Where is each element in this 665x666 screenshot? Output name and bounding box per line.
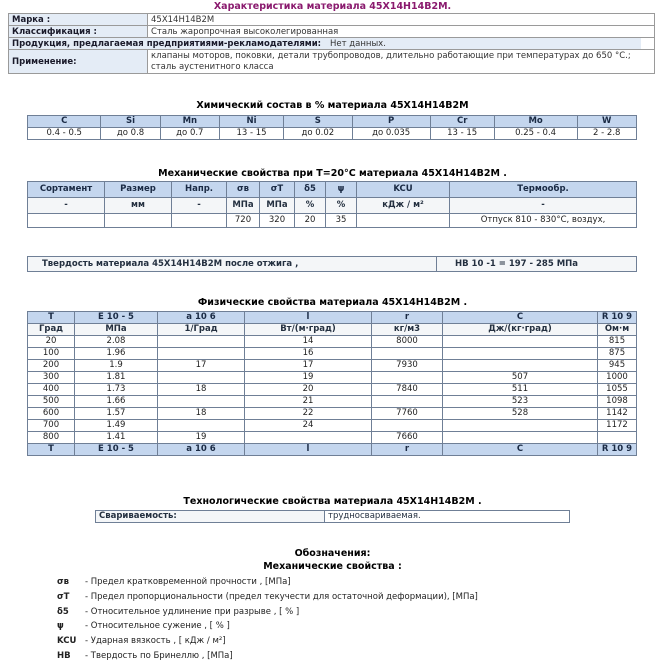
legend-text: - Твердость по Бринеллю , [МПа] [85, 651, 233, 661]
mech-value-cell [172, 214, 227, 228]
phys-header-cell: a 10 6 [158, 312, 245, 324]
phys-row-cell: 18 [158, 384, 245, 396]
phys-row-cell: 7840 [372, 384, 443, 396]
phys-row-cell: 875 [598, 348, 637, 360]
phys-row-cell: 1.9 [75, 360, 158, 372]
mech-unit-cell: - [450, 198, 637, 214]
mech-table [27, 181, 637, 228]
chem-header-cell: Mn [160, 116, 219, 128]
phys-footer [28, 444, 637, 456]
phys-row-cell: 1098 [598, 396, 637, 408]
phys-row-cell: 16 [245, 348, 372, 360]
phys-row [28, 348, 637, 360]
chem-header-cell: P [352, 116, 430, 128]
phys-row-cell: 19 [158, 432, 245, 444]
hardness-table [27, 256, 637, 272]
mech-value-cell: 20 [295, 214, 326, 228]
chem-value-cell: 2 - 2.8 [577, 128, 637, 140]
mech-unit-cell: - [172, 198, 227, 214]
tech-label: Свариваемость: [96, 511, 325, 523]
phys-row-cell: 1.96 [75, 348, 158, 360]
legend-subtitle: Механические свойства : [263, 561, 402, 572]
phys-row-cell [372, 348, 443, 360]
chem-value-cell: до 0.7 [160, 128, 219, 140]
mech-value-cell [28, 214, 105, 228]
phys-row-cell [158, 348, 245, 360]
legend-symbol: δ5 [57, 606, 69, 617]
phys-footer-cell: E 10 - 5 [75, 444, 158, 456]
mech-header-cell: σT [260, 182, 295, 198]
tech-title: Технологические свойства материала 45Х14Н14В2М . [183, 496, 482, 507]
phys-header [28, 312, 637, 324]
phys-header-cell: r [372, 312, 443, 324]
legend-text: - Относительное сужение , [ % ] [85, 621, 230, 632]
mech-header-cell: Сортамент [28, 182, 105, 198]
mech-header-cell: δ5 [295, 182, 326, 198]
legend-symbol: σв [57, 577, 69, 587]
phys-row-cell: 20 [28, 336, 75, 348]
phys-row-cell: 100 [28, 348, 75, 360]
phys-header-cell: E 10 - 5 [75, 312, 158, 324]
legend-symbol: ψ [57, 621, 64, 632]
phys-row [28, 432, 637, 444]
mech-header-cell: ψ [326, 182, 357, 198]
phys-row-cell [598, 432, 637, 444]
legend-item [57, 634, 226, 648]
phys-row [28, 420, 637, 432]
phys-row-cell: 22 [245, 408, 372, 420]
phys-row-cell: 300 [28, 372, 75, 384]
mech-header-cell: σв [227, 182, 260, 198]
phys-row [28, 384, 637, 396]
phys-row-cell: 1.66 [75, 396, 158, 408]
mech-header-cell: Термообр. [450, 182, 637, 198]
legend-text: - Предел пропорциональности (предел текучести для остаточной деформации), [МПа] [85, 591, 478, 602]
phys-row-cell: 18 [158, 408, 245, 420]
chem-header-cell: Mo [494, 116, 577, 128]
mech-value-cell: 320 [260, 214, 295, 228]
phys-row-cell [443, 432, 598, 444]
phys-unit [28, 324, 637, 336]
phys-row-cell [372, 396, 443, 408]
phys-row [28, 408, 637, 420]
phys-unit-cell: МПа [75, 324, 158, 336]
phys-row-cell [372, 420, 443, 432]
chem-value-cell: 13 - 15 [219, 128, 283, 140]
info-value: Сталь жаропрочная высоколегированная [148, 26, 655, 38]
chem-header-cell: Ni [219, 116, 283, 128]
phys-table [27, 311, 637, 456]
legend-item [57, 605, 299, 619]
phys-row-cell [158, 396, 245, 408]
phys-row [28, 360, 637, 372]
phys-unit-cell: Вт/(м·град) [245, 324, 372, 336]
phys-header-cell: R 10 9 [598, 312, 637, 324]
chem-header-cell: W [577, 116, 637, 128]
phys-row-cell: 1.41 [75, 432, 158, 444]
chem-table [27, 115, 637, 140]
phys-row-cell: 1.49 [75, 420, 158, 432]
phys-row-cell: 1055 [598, 384, 637, 396]
phys-row-cell: 2.08 [75, 336, 158, 348]
phys-row-cell [443, 360, 598, 372]
phys-row-cell: 528 [443, 408, 598, 420]
phys-row-cell: 1.81 [75, 372, 158, 384]
mech-header-cell: Напр. [172, 182, 227, 198]
info-label: Применение: [9, 50, 148, 74]
mech-value-cell: Отпуск 810 - 830°С, воздух, [450, 214, 637, 228]
phys-row-cell [158, 420, 245, 432]
chem-header-cell: S [284, 116, 353, 128]
info-value: Нет данных. [329, 38, 386, 49]
chem-value-cell: до 0.02 [284, 128, 353, 140]
phys-footer-cell: R 10 9 [598, 444, 637, 456]
phys-row-cell [443, 420, 598, 432]
phys-row-cell: 20 [245, 384, 372, 396]
chem-value-cell: 0.4 - 0.5 [28, 128, 101, 140]
mech-value-cell [105, 214, 172, 228]
info-row [9, 38, 655, 50]
legend-item [57, 649, 233, 663]
phys-row-cell: 8000 [372, 336, 443, 348]
phys-row-cell: 200 [28, 360, 75, 372]
mech-unit-cell: - [28, 198, 105, 214]
info-label: Продукция, предлагаемая предприятиями-рекламодателями: Нет данных. [9, 38, 642, 50]
tech-table [95, 510, 570, 523]
mech-unit-cell: % [295, 198, 326, 214]
phys-row-cell: 24 [245, 420, 372, 432]
legend-symbol: HB [57, 651, 71, 661]
mech-unit-cell: МПа [227, 198, 260, 214]
phys-row-cell: 7660 [372, 432, 443, 444]
phys-row-cell: 1172 [598, 420, 637, 432]
phys-row-cell: 523 [443, 396, 598, 408]
chem-value-cell: до 0.8 [101, 128, 160, 140]
mech-value-cell: 720 [227, 214, 260, 228]
phys-row-cell [158, 336, 245, 348]
phys-row-cell: 945 [598, 360, 637, 372]
legend-symbol: σT [57, 591, 70, 602]
phys-row-cell: 1000 [598, 372, 637, 384]
mech-unit-cell: МПа [260, 198, 295, 214]
info-label: Марка : [9, 14, 148, 26]
chem-header-cell: Cr [430, 116, 494, 128]
phys-row-cell [372, 372, 443, 384]
mech-title: Механические свойства при Т=20°С материала 45Х14Н14В2М . [158, 168, 507, 179]
info-label: Классификация : [9, 26, 148, 38]
legend-item [57, 619, 230, 633]
phys-row-cell [158, 372, 245, 384]
info-value: 45Х14Н14В2М [148, 14, 655, 26]
phys-row-cell: 1.57 [75, 408, 158, 420]
phys-row [28, 396, 637, 408]
legend-title: Обозначения: [294, 548, 371, 559]
phys-title: Физические свойства материала 45Х14Н14В2М . [197, 297, 468, 308]
mech-value-cell [357, 214, 450, 228]
phys-unit-cell: кг/м3 [372, 324, 443, 336]
mech-header-cell: KCU [357, 182, 450, 198]
mech-header-cell: Размер [105, 182, 172, 198]
mech-unit-cell: мм [105, 198, 172, 214]
phys-header-cell: l [245, 312, 372, 324]
hardness-value: HB 10 -1 = 197 - 285 МПа [437, 257, 637, 272]
phys-row-cell: 815 [598, 336, 637, 348]
phys-row-cell [443, 336, 598, 348]
info-row [9, 50, 655, 74]
phys-footer-cell: a 10 6 [158, 444, 245, 456]
phys-unit-cell: Град [28, 324, 75, 336]
phys-row [28, 336, 637, 348]
legend-text: - Ударная вязкость , [ кДж / м²] [85, 636, 226, 647]
phys-row-cell: 600 [28, 408, 75, 420]
phys-unit-cell: Дж/(кг·град) [443, 324, 598, 336]
mech-unit-cell: % [326, 198, 357, 214]
phys-header-cell: T [28, 312, 75, 324]
phys-row-cell: 507 [443, 372, 598, 384]
phys-row-cell: 511 [443, 384, 598, 396]
legend-symbol: KCU [57, 636, 77, 647]
legend-text: - Предел кратковременной прочности , [МПа] [85, 577, 291, 587]
phys-row-cell: 700 [28, 420, 75, 432]
phys-row [28, 372, 637, 384]
info-value: клапаны моторов, поковки, детали трубопроводов, длительно работающие при температурах до 650 °С.; сталь аустенитного класса [148, 50, 655, 74]
phys-row-cell: 1142 [598, 408, 637, 420]
chem-value-cell: 13 - 15 [430, 128, 494, 140]
phys-row-cell: 800 [28, 432, 75, 444]
phys-row-cell: 17 [158, 360, 245, 372]
phys-row-cell: 17 [245, 360, 372, 372]
chem-header-cell: C [28, 116, 101, 128]
chem-value-cell: до 0.035 [352, 128, 430, 140]
phys-footer-cell: T [28, 444, 75, 456]
legend-item [57, 590, 478, 604]
phys-unit-cell: 1/Град [158, 324, 245, 336]
phys-row-cell: 19 [245, 372, 372, 384]
tech-value: трудносвариваемая. [325, 511, 570, 523]
phys-row-cell: 14 [245, 336, 372, 348]
info-table [8, 13, 655, 74]
phys-row-cell: 400 [28, 384, 75, 396]
phys-footer-cell: r [372, 444, 443, 456]
phys-footer-cell: l [245, 444, 372, 456]
info-row [9, 14, 655, 26]
info-row [9, 26, 655, 38]
hardness-label: Твердость материала 45Х14Н14В2М после отжига , [28, 257, 437, 272]
phys-row-cell [245, 432, 372, 444]
chem-title: Химический состав в % материала 45Х14Н14В2М [196, 100, 469, 111]
chem-header-cell: Si [101, 116, 160, 128]
legend-text: - Относительное удлинение при разрыве , [ % ] [85, 606, 300, 617]
chem-value-cell: 0.25 - 0.4 [494, 128, 577, 140]
phys-footer-cell: C [443, 444, 598, 456]
mech-value-cell: 35 [326, 214, 357, 228]
phys-row-cell [443, 348, 598, 360]
phys-row-cell: 7760 [372, 408, 443, 420]
mech-unit-cell: кДж / м² [357, 198, 450, 214]
page-title: Характеристика материала 45Х14Н14В2М. [213, 1, 452, 12]
phys-row-cell: 7930 [372, 360, 443, 372]
phys-row-cell: 21 [245, 396, 372, 408]
phys-unit-cell: Ом·м [598, 324, 637, 336]
legend-item [57, 575, 291, 589]
phys-row-cell: 1.73 [75, 384, 158, 396]
phys-row-cell: 500 [28, 396, 75, 408]
phys-header-cell: C [443, 312, 598, 324]
